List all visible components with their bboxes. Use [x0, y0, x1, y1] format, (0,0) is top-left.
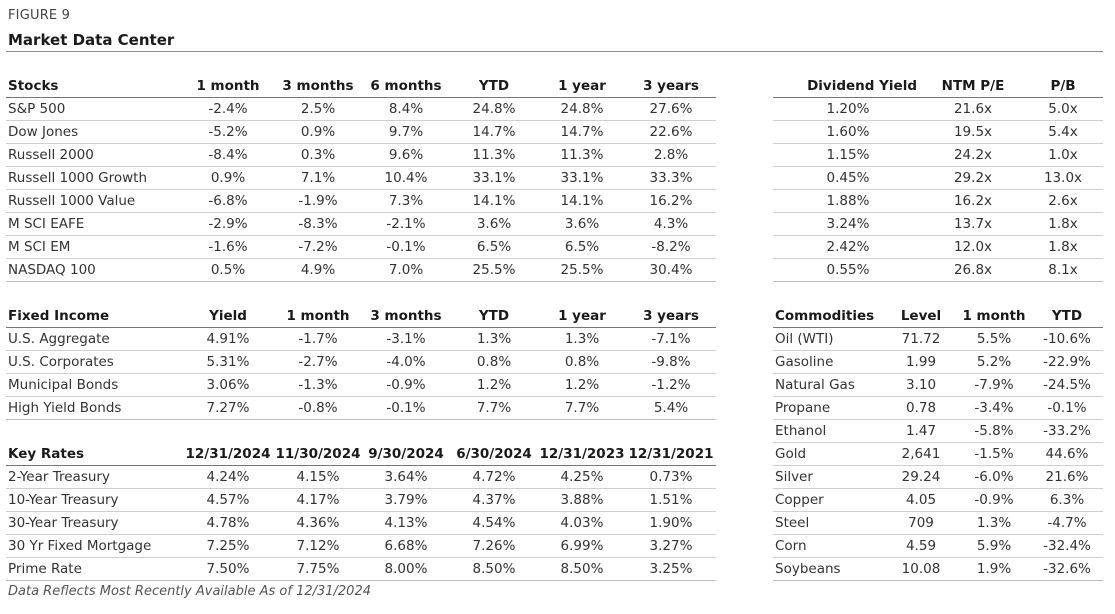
table-row — [773, 259, 1103, 282]
data-cell: 11.3% — [450, 144, 538, 167]
data-cell: 8.50% — [450, 558, 538, 581]
row-label: U.S. Corporates — [6, 351, 182, 374]
data-cell: 7.7% — [538, 397, 626, 420]
row-label: Russell 1000 Growth — [6, 167, 182, 190]
data-cell: 8.4% — [362, 98, 450, 121]
data-cell: 4.24% — [182, 466, 274, 489]
data-cell: -0.9% — [362, 374, 450, 397]
data-cell: -0.9% — [957, 489, 1031, 512]
data-cell: 3.6% — [450, 213, 538, 236]
row-label: Russell 2000 — [6, 144, 182, 167]
data-cell: 1.3% — [450, 328, 538, 351]
data-cell: 7.75% — [274, 558, 362, 581]
data-cell: 1.15% — [773, 144, 923, 167]
row-label: Oil (WTI) — [773, 328, 885, 351]
data-cell: 6.5% — [450, 236, 538, 259]
stocks-table — [6, 75, 716, 282]
data-cell: 14.7% — [538, 121, 626, 144]
data-cell: 709 — [885, 512, 957, 535]
footnote: Data Reflects Most Recently Available As of 12/31/2024 — [8, 584, 371, 599]
data-cell: 7.0% — [362, 259, 450, 282]
column-header: YTD — [450, 305, 538, 328]
data-cell: -2.1% — [362, 213, 450, 236]
data-cell: -1.2% — [626, 374, 716, 397]
table-row — [773, 213, 1103, 236]
data-cell: -32.6% — [1031, 558, 1103, 581]
key-rates-table — [6, 443, 716, 581]
row-label: Dow Jones — [6, 121, 182, 144]
data-cell: 16.2x — [923, 190, 1023, 213]
data-cell: 5.31% — [182, 351, 274, 374]
data-cell: -24.5% — [1031, 374, 1103, 397]
row-label: S&P 500 — [6, 98, 182, 121]
data-cell: -4.7% — [1031, 512, 1103, 535]
header-row — [6, 443, 716, 466]
data-cell: 4.3% — [626, 213, 716, 236]
row-label: 30-Year Treasury — [6, 512, 182, 535]
data-cell: 4.15% — [274, 466, 362, 489]
column-header: Level — [885, 305, 957, 328]
data-cell: 7.3% — [362, 190, 450, 213]
data-cell: -8.3% — [274, 213, 362, 236]
data-cell: 3.24% — [773, 213, 923, 236]
data-cell: 30.4% — [626, 259, 716, 282]
data-cell: 4.13% — [362, 512, 450, 535]
data-cell: -1.3% — [274, 374, 362, 397]
data-cell: 6.3% — [1031, 489, 1103, 512]
table-row — [773, 144, 1103, 167]
data-cell: -5.2% — [182, 121, 274, 144]
data-cell: 3.25% — [626, 558, 716, 581]
table-section-title: Key Rates — [6, 443, 182, 466]
column-header: Dividend Yield — [773, 75, 923, 98]
data-cell: -0.1% — [1031, 397, 1103, 420]
data-cell: 13.7x — [923, 213, 1023, 236]
table-row — [6, 466, 716, 489]
column-header: 9/30/2024 — [362, 443, 450, 466]
data-cell: 2,641 — [885, 443, 957, 466]
data-cell: -0.1% — [362, 236, 450, 259]
column-header: 3 years — [626, 305, 716, 328]
data-cell: 0.78 — [885, 397, 957, 420]
table-row — [773, 190, 1103, 213]
row-label: Municipal Bonds — [6, 374, 182, 397]
data-cell: 2.6x — [1023, 190, 1103, 213]
table-row — [6, 351, 716, 374]
data-cell: 0.3% — [274, 144, 362, 167]
data-cell: 19.5x — [923, 121, 1023, 144]
data-cell: 14.1% — [450, 190, 538, 213]
table-row — [6, 328, 716, 351]
table-row — [6, 167, 716, 190]
row-label: Copper — [773, 489, 885, 512]
data-cell: 21.6x — [923, 98, 1023, 121]
data-cell: -0.8% — [274, 397, 362, 420]
column-header: 12/31/2021 — [626, 443, 716, 466]
row-label: U.S. Aggregate — [6, 328, 182, 351]
data-cell: 1.0x — [1023, 144, 1103, 167]
column-header: 3 years — [626, 75, 716, 98]
data-cell: -5.8% — [957, 420, 1031, 443]
table-row — [6, 213, 716, 236]
data-cell: 3.64% — [362, 466, 450, 489]
data-cell: 0.8% — [450, 351, 538, 374]
table-row — [773, 351, 1103, 374]
table-row — [773, 489, 1103, 512]
row-label: Gasoline — [773, 351, 885, 374]
data-cell: -8.4% — [182, 144, 274, 167]
data-cell: 44.6% — [1031, 443, 1103, 466]
column-header: 1 month — [182, 75, 274, 98]
data-cell: 5.5% — [957, 328, 1031, 351]
data-cell: 7.27% — [182, 397, 274, 420]
data-cell: 16.2% — [626, 190, 716, 213]
row-label: M SCI EM — [6, 236, 182, 259]
data-cell: -1.9% — [274, 190, 362, 213]
data-cell: 0.55% — [773, 259, 923, 282]
column-header: 6/30/2024 — [450, 443, 538, 466]
data-cell: -6.8% — [182, 190, 274, 213]
table-row — [6, 374, 716, 397]
data-cell: -2.9% — [182, 213, 274, 236]
data-cell: 9.6% — [362, 144, 450, 167]
header-row — [6, 305, 716, 328]
data-cell: 4.59 — [885, 535, 957, 558]
column-header: 1 month — [957, 305, 1031, 328]
table-row — [6, 144, 716, 167]
table-row — [773, 397, 1103, 420]
data-cell: 10.08 — [885, 558, 957, 581]
data-cell: 5.9% — [957, 535, 1031, 558]
data-cell: 4.03% — [538, 512, 626, 535]
table-row — [6, 558, 716, 581]
table-section-title: Fixed Income — [6, 305, 182, 328]
data-cell: 10.4% — [362, 167, 450, 190]
data-cell: -9.8% — [626, 351, 716, 374]
data-cell: 21.6% — [1031, 466, 1103, 489]
data-cell: -2.7% — [274, 351, 362, 374]
data-cell: 6.68% — [362, 535, 450, 558]
data-cell: 3.06% — [182, 374, 274, 397]
table-row — [773, 98, 1103, 121]
data-cell: -7.1% — [626, 328, 716, 351]
header-row — [773, 305, 1103, 328]
data-cell: 27.6% — [626, 98, 716, 121]
table-row — [6, 98, 716, 121]
data-cell: 1.99 — [885, 351, 957, 374]
data-cell: 29.2x — [923, 167, 1023, 190]
data-cell: 4.37% — [450, 489, 538, 512]
data-cell: 5.2% — [957, 351, 1031, 374]
row-label: High Yield Bonds — [6, 397, 182, 420]
column-header: 11/30/2024 — [274, 443, 362, 466]
row-label: Russell 1000 Value — [6, 190, 182, 213]
table-section-title: Stocks — [6, 75, 182, 98]
table-row — [773, 466, 1103, 489]
data-cell: 33.1% — [450, 167, 538, 190]
table-row — [6, 190, 716, 213]
data-cell: 7.12% — [274, 535, 362, 558]
data-cell: 1.3% — [957, 512, 1031, 535]
data-cell: -3.1% — [362, 328, 450, 351]
valuation-table — [773, 75, 1103, 282]
data-cell: 1.2% — [450, 374, 538, 397]
table-row — [6, 512, 716, 535]
column-header: 12/31/2023 — [538, 443, 626, 466]
fixed-income-table — [6, 305, 716, 420]
data-cell: 2.8% — [626, 144, 716, 167]
data-cell: 1.8x — [1023, 236, 1103, 259]
table-row — [773, 535, 1103, 558]
row-label: Gold — [773, 443, 885, 466]
data-cell: 4.72% — [450, 466, 538, 489]
data-cell: -2.4% — [182, 98, 274, 121]
table-row — [773, 328, 1103, 351]
data-cell: 8.00% — [362, 558, 450, 581]
data-cell: 12.0x — [923, 236, 1023, 259]
row-label: M SCI EAFE — [6, 213, 182, 236]
data-cell: 24.2x — [923, 144, 1023, 167]
table-row — [6, 236, 716, 259]
row-label: Corn — [773, 535, 885, 558]
data-cell: 4.25% — [538, 466, 626, 489]
column-header: 12/31/2024 — [182, 443, 274, 466]
data-cell: 13.0x — [1023, 167, 1103, 190]
data-cell: -3.4% — [957, 397, 1031, 420]
data-cell: -1.5% — [957, 443, 1031, 466]
table-section-title: Commodities — [773, 305, 885, 328]
header-row — [773, 75, 1103, 98]
table-row — [773, 420, 1103, 443]
data-cell: 3.79% — [362, 489, 450, 512]
data-cell: 24.8% — [538, 98, 626, 121]
data-cell: 7.7% — [450, 397, 538, 420]
data-cell: 9.7% — [362, 121, 450, 144]
data-cell: 4.57% — [182, 489, 274, 512]
data-cell: 4.54% — [450, 512, 538, 535]
data-cell: 1.90% — [626, 512, 716, 535]
data-cell: 3.6% — [538, 213, 626, 236]
data-cell: 2.5% — [274, 98, 362, 121]
header-row — [6, 75, 716, 98]
table-row — [6, 121, 716, 144]
column-header: NTM P/E — [923, 75, 1023, 98]
row-label: 2-Year Treasury — [6, 466, 182, 489]
table-row — [6, 489, 716, 512]
data-cell: 5.0x — [1023, 98, 1103, 121]
data-cell: 1.88% — [773, 190, 923, 213]
column-header: YTD — [1031, 305, 1103, 328]
row-label: Steel — [773, 512, 885, 535]
data-cell: 0.9% — [182, 167, 274, 190]
table-row — [773, 443, 1103, 466]
data-cell: 25.5% — [538, 259, 626, 282]
row-label: Silver — [773, 466, 885, 489]
data-cell: 6.99% — [538, 535, 626, 558]
column-header: 1 year — [538, 75, 626, 98]
data-cell: 25.5% — [450, 259, 538, 282]
data-cell: 24.8% — [450, 98, 538, 121]
commodities-table — [773, 305, 1103, 581]
row-label: Natural Gas — [773, 374, 885, 397]
table-row — [773, 236, 1103, 259]
data-cell: 1.3% — [538, 328, 626, 351]
data-cell: -6.0% — [957, 466, 1031, 489]
data-cell: -32.4% — [1031, 535, 1103, 558]
data-cell: 0.45% — [773, 167, 923, 190]
data-cell: -0.1% — [362, 397, 450, 420]
data-cell: 5.4% — [626, 397, 716, 420]
column-header: 6 months — [362, 75, 450, 98]
data-cell: 6.5% — [538, 236, 626, 259]
data-cell: -33.2% — [1031, 420, 1103, 443]
data-cell: -1.7% — [274, 328, 362, 351]
data-cell: 1.8x — [1023, 213, 1103, 236]
row-label: Prime Rate — [6, 558, 182, 581]
row-label: Soybeans — [773, 558, 885, 581]
table-row — [773, 374, 1103, 397]
data-cell: 1.20% — [773, 98, 923, 121]
data-cell: 1.60% — [773, 121, 923, 144]
row-label: NASDAQ 100 — [6, 259, 182, 282]
data-cell: 11.3% — [538, 144, 626, 167]
data-cell: 29.24 — [885, 466, 957, 489]
data-cell: 1.9% — [957, 558, 1031, 581]
column-header: 3 months — [274, 75, 362, 98]
data-cell: 22.6% — [626, 121, 716, 144]
data-cell: 0.73% — [626, 466, 716, 489]
table-row — [6, 259, 716, 282]
row-label: 10-Year Treasury — [6, 489, 182, 512]
data-cell: -10.6% — [1031, 328, 1103, 351]
data-cell: 2.42% — [773, 236, 923, 259]
data-cell: 7.50% — [182, 558, 274, 581]
data-cell: 4.05 — [885, 489, 957, 512]
data-cell: -8.2% — [626, 236, 716, 259]
data-cell: -1.6% — [182, 236, 274, 259]
data-cell: 26.8x — [923, 259, 1023, 282]
column-header: 3 months — [362, 305, 450, 328]
table-row — [6, 397, 716, 420]
data-cell: 1.2% — [538, 374, 626, 397]
page-title: Market Data Center — [8, 31, 175, 49]
data-cell: 33.1% — [538, 167, 626, 190]
data-cell: 3.88% — [538, 489, 626, 512]
data-cell: 4.78% — [182, 512, 274, 535]
data-cell: 5.4x — [1023, 121, 1103, 144]
column-header: Yield — [182, 305, 274, 328]
data-cell: 4.36% — [274, 512, 362, 535]
column-header: YTD — [450, 75, 538, 98]
data-cell: 14.1% — [538, 190, 626, 213]
data-cell: 14.7% — [450, 121, 538, 144]
data-cell: -4.0% — [362, 351, 450, 374]
data-cell: 4.91% — [182, 328, 274, 351]
data-cell: -22.9% — [1031, 351, 1103, 374]
data-cell: -7.9% — [957, 374, 1031, 397]
table-row — [773, 167, 1103, 190]
row-label: Ethanol — [773, 420, 885, 443]
data-cell: 3.27% — [626, 535, 716, 558]
data-cell: 33.3% — [626, 167, 716, 190]
column-header: P/B — [1023, 75, 1103, 98]
data-cell: 71.72 — [885, 328, 957, 351]
data-cell: 0.8% — [538, 351, 626, 374]
column-header: 1 year — [538, 305, 626, 328]
data-cell: 8.50% — [538, 558, 626, 581]
data-cell: 3.10 — [885, 374, 957, 397]
figure-label: FIGURE 9 — [8, 8, 71, 23]
data-cell: 7.25% — [182, 535, 274, 558]
data-cell: 1.47 — [885, 420, 957, 443]
data-cell: 8.1x — [1023, 259, 1103, 282]
data-cell: 7.1% — [274, 167, 362, 190]
table-row — [773, 512, 1103, 535]
data-cell: 7.26% — [450, 535, 538, 558]
data-cell: 4.9% — [274, 259, 362, 282]
table-row — [773, 558, 1103, 581]
data-cell: -7.2% — [274, 236, 362, 259]
title-divider — [6, 51, 1103, 52]
data-cell: 1.51% — [626, 489, 716, 512]
row-label: Propane — [773, 397, 885, 420]
table-row — [773, 121, 1103, 144]
table-row — [6, 535, 716, 558]
row-label: 30 Yr Fixed Mortgage — [6, 535, 182, 558]
data-cell: 0.9% — [274, 121, 362, 144]
data-cell: 4.17% — [274, 489, 362, 512]
column-header: 1 month — [274, 305, 362, 328]
data-cell: 0.5% — [182, 259, 274, 282]
